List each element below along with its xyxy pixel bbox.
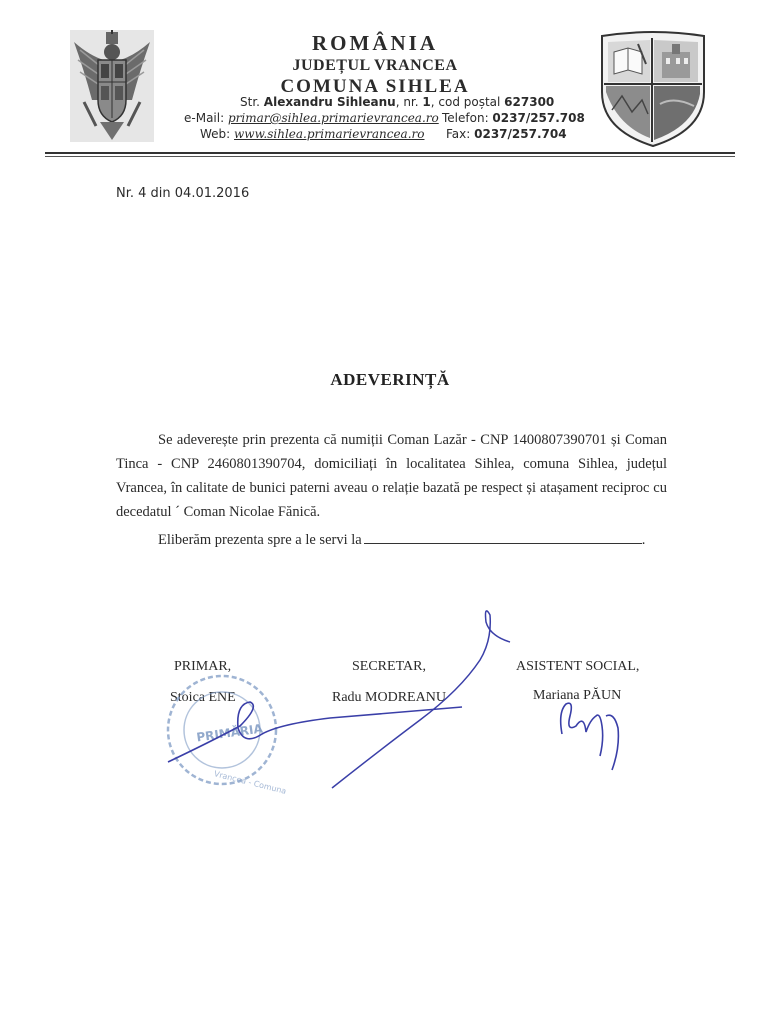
fax-number: 0237/257.704 — [474, 127, 567, 141]
postal-code: 627300 — [504, 95, 555, 109]
commune-heading: COMUNA SIHLEA — [280, 76, 470, 97]
secretary-name: Radu MODREANU — [332, 690, 446, 705]
stamp-text: PRIMĂRIA — [195, 721, 264, 745]
issue-line: Eliberăm prezenta spre a le servi la . — [158, 532, 646, 548]
stamp-rim-text: Vrancea - Comuna — [213, 769, 288, 796]
phone-line: Telefon: 0237/257.708 — [442, 111, 585, 125]
secretary-role: SECRETAR, — [352, 659, 426, 674]
street-name: Alexandru Sihleanu — [263, 95, 396, 109]
social-worker-role: ASISTENT SOCIAL, — [516, 659, 640, 674]
web-line: Web: www.sihlea.primarievrancea.ro — [200, 127, 425, 141]
country-heading: ROMÂNIA — [312, 31, 438, 55]
email-line: e-Mail: primar@sihlea.primarievrancea.ro — [184, 111, 439, 125]
official-stamp — [168, 676, 287, 796]
certificate-text: Se adeverește prin prezenta că numiții Coman Lazăr - CNP 1400807390701 și Coman Tinca - CNP 2460801390704, domiciliați în localitatea Sihlea, comuna Sihlea, județul Vrancea, în calitate de bunici paterni aveau o relație bazată pe respect și atașament reciproc cu decedatul ´ Coman Nicolae Fănică. — [116, 432, 667, 520]
mayor-role: PRIMAR, — [174, 659, 232, 674]
email-link[interactable]: primar@sihlea.primarievrancea.ro — [227, 111, 439, 125]
document-title: ADEVERINȚĂ — [330, 370, 450, 389]
county-heading: JUDEȚUL VRANCEA — [292, 57, 458, 74]
social-worker-signature — [561, 703, 619, 770]
secretary-signature — [332, 611, 510, 788]
phone-number: 0237/257.708 — [492, 111, 585, 125]
issue-text: Eliberăm prezenta spre a le servi la — [158, 532, 362, 548]
fax-line: Fax: 0237/257.704 — [446, 127, 567, 141]
address-line: Str. Alexandru Sihleanu, nr. 1, cod poștal 627300 — [240, 95, 555, 109]
registration-number: Nr. 4 din 04.01.2016 — [116, 186, 250, 201]
web-link[interactable]: www.sihlea.primarievrancea.ro — [234, 127, 425, 141]
social-worker-name: Mariana PĂUN — [533, 688, 622, 703]
mayor-name: Stoica ENE — [170, 690, 236, 705]
